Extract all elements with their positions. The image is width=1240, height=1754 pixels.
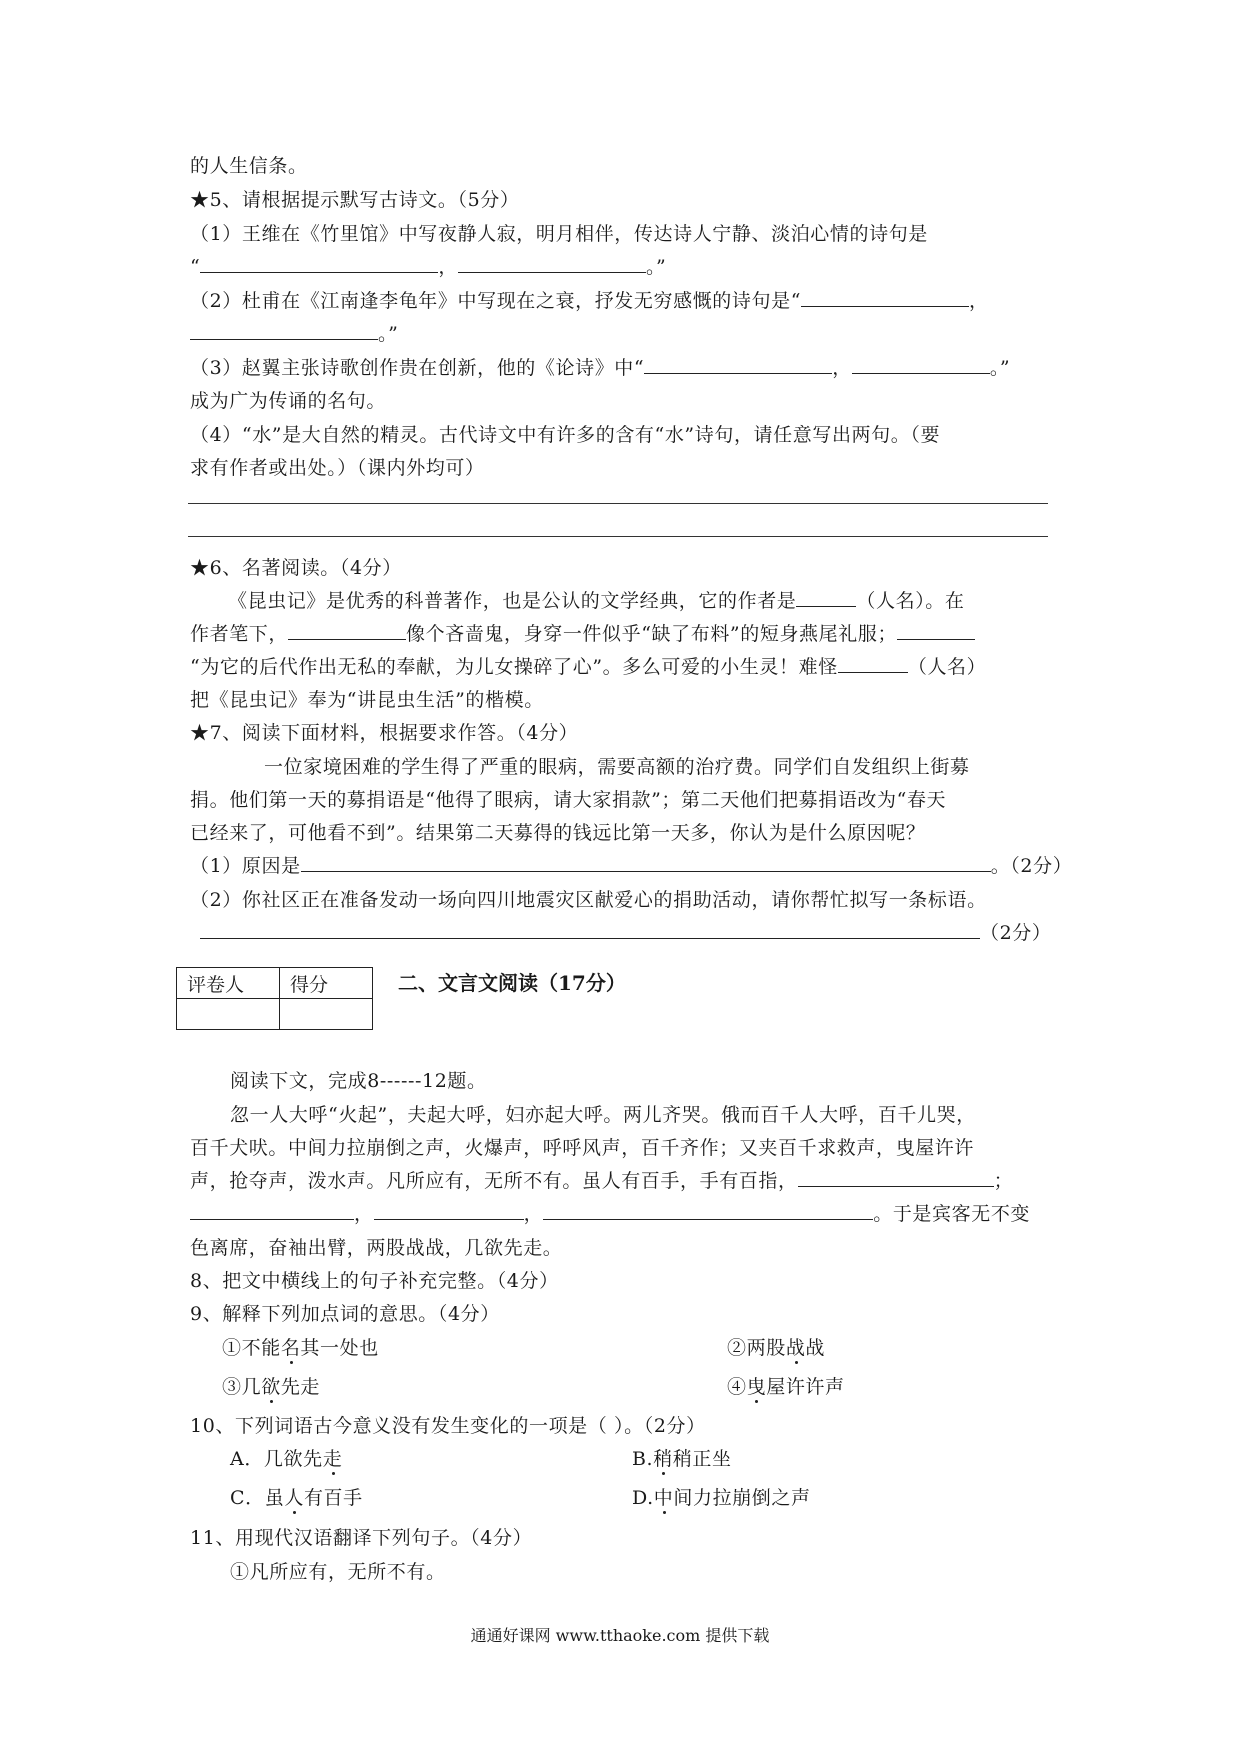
answer-blank[interactable] [801, 286, 969, 307]
option-text: 屋许许声 [766, 1376, 845, 1398]
answer-blank[interactable] [838, 652, 908, 673]
answer-blank[interactable] [543, 1199, 873, 1220]
question-5-heading: ★5、请根据提示默写古诗文。（5分） [190, 189, 520, 211]
question-6-line-4: 把《昆虫记》奉为“讲昆虫生活”的楷模。 [190, 689, 544, 711]
dotted-word: 人 [284, 1487, 304, 1509]
passage-line: 百千犬吠。中间力拉崩倒之声，火爆声，呼呼风声，百千齐作；又夹百千求救声，曳屋许许 [190, 1137, 975, 1159]
question-9-option-2 [727, 1332, 825, 1364]
option-text: 先走 [280, 1376, 321, 1398]
question-5-1-answer-line [190, 251, 666, 283]
question-7-material-line: 一位家境困难的学生得了严重的眼病，需要高额的治疗费。同学们自发组织上街募 [264, 756, 970, 778]
answer-blank[interactable] [897, 619, 975, 640]
question-10-heading: 10、下列词语古今意义没有发生变化的一项是（ ）。（2分） [190, 1415, 706, 1437]
answer-blank[interactable] [200, 918, 980, 939]
prompt-text: （人名） [907, 656, 987, 678]
answer-blank[interactable] [644, 353, 832, 374]
score-note: 。（2分） [990, 855, 1073, 877]
passage-line: 忽一人大呼“火起”，夫起大呼，妇亦起大呼。两儿齐哭。俄而百千人大呼，百千儿哭， [230, 1104, 976, 1126]
score-cell[interactable] [280, 999, 373, 1030]
quote-mark: “ [190, 256, 201, 278]
question-5-2-prompt [190, 285, 989, 317]
punctuation: 。” [378, 323, 399, 345]
option-text: 其一处也 [300, 1337, 379, 1359]
prompt-text: 像个吝啬鬼，身穿一件似乎“缺了布料”的短身燕尾礼服； [406, 623, 898, 645]
question-5-3-prompt [190, 352, 1010, 384]
passage-text: 声，抢夺声，泼水声。凡所应有，无所不有。虽人有百手，手有百指， [190, 1170, 798, 1192]
prompt-text: 作者笔下， [190, 623, 289, 645]
option-text: ①不能 [222, 1337, 281, 1359]
dotted-word: 中 [653, 1487, 674, 1509]
question-7-material-line: 已经来了，可他看不到”。结果第二天募得的钱远比第一天多，你认为是什么原因呢？ [190, 822, 926, 844]
question-5-3-continued: 成为广为传诵的名句。 [190, 390, 387, 412]
question-7-heading: ★7、阅读下面材料，根据要求作答。（4分） [190, 722, 579, 744]
score-table [176, 967, 373, 1030]
passage-line: 色离席，奋袖出臂，两股战战，几欲先走。 [190, 1237, 563, 1259]
punctuation: ， [438, 256, 458, 278]
dotted-word: 欲 [261, 1376, 281, 1398]
option-text: A．几欲先 [230, 1448, 323, 1470]
question-10-option-c[interactable] [230, 1482, 363, 1514]
score-header: 得分 [280, 968, 373, 999]
question-5-2-answer-line [190, 318, 398, 350]
option-text: ④ [727, 1376, 747, 1398]
dotted-word: 走 [322, 1448, 343, 1470]
option-text: D. [632, 1487, 654, 1509]
question-8: 8、把文中横线上的句子补充完整。（4分） [190, 1270, 559, 1292]
question-10-option-b[interactable] [632, 1443, 732, 1475]
question-7-1-prompt [190, 850, 1072, 882]
option-text: ③几 [222, 1376, 262, 1398]
answer-rule[interactable] [188, 536, 1048, 537]
answer-blank[interactable] [200, 252, 438, 273]
punctuation: ， [832, 357, 852, 379]
question-6-line-1 [228, 585, 965, 617]
question-10-option-a[interactable] [230, 1443, 342, 1475]
question-6-line-3 [190, 651, 986, 683]
dotted-word: 名 [280, 1337, 301, 1359]
question-6-line-2 [190, 618, 975, 650]
answer-blank[interactable] [796, 586, 856, 607]
punctuation: ； [993, 1170, 1014, 1192]
answer-blank[interactable] [190, 319, 378, 340]
prompt-text: （人名）。在 [856, 590, 965, 612]
question-6-heading: ★6、名著阅读。（4分） [190, 557, 402, 579]
passage-line [190, 1198, 1030, 1230]
answer-blank[interactable] [288, 619, 406, 640]
answer-blank[interactable] [190, 1199, 354, 1220]
text-line: 的人生信条。 [190, 155, 308, 177]
option-text: 有百手 [303, 1487, 363, 1509]
punctuation: 。” [989, 357, 1011, 379]
option-text: C．虽 [230, 1487, 285, 1509]
option-text: 稍正坐 [672, 1448, 732, 1470]
passage-line [190, 1165, 1013, 1197]
question-5-1-prompt: （1）王维在《竹里馆》中写夜静人寂，明月相伴，传达诗人宁静、淡泊心情的诗句是 [190, 223, 928, 245]
question-5-4-prompt: （4）“水”是大自然的精灵。古代诗文中有许多的含有“水”诗句，请任意写出两句。（要 [190, 424, 941, 446]
answer-blank[interactable] [852, 353, 990, 374]
question-5-4-continued: 求有作者或出处。）（课内外均可） [190, 457, 485, 479]
option-text: ②两股 [727, 1337, 786, 1359]
prompt-text: （1）原因是 [190, 855, 301, 877]
reviewer-cell[interactable] [177, 999, 280, 1030]
question-7-2-answer-line [200, 917, 1052, 949]
question-9-option-1 [222, 1332, 379, 1364]
punctuation: ， [354, 1203, 374, 1225]
passage-text: 。于是宾客无不变 [873, 1203, 1031, 1225]
prompt-text: 《昆虫记》是优秀的科普著作，也是公认的文学经典，它的作者是 [228, 590, 797, 612]
question-9-option-3 [222, 1371, 320, 1403]
dotted-word: 战 [785, 1337, 806, 1359]
answer-blank[interactable] [374, 1199, 524, 1220]
answer-blank[interactable] [458, 252, 646, 273]
question-7-material-line: 捐。他们第一天的募捐语是“他得了眼病，请大家捐款”；第二天他们把募捐语改为“春天 [190, 789, 947, 811]
option-text: 间力拉崩倒之声 [673, 1487, 811, 1509]
prompt-text: （2）杜甫在《江南逢李龟年》中写现在之衰，抒发无穷感慨的诗句是“ [190, 290, 802, 312]
option-text: B. [632, 1448, 654, 1470]
punctuation: ， [523, 1203, 544, 1225]
answer-blank[interactable] [301, 851, 991, 872]
dotted-word: 稍 [653, 1448, 673, 1470]
question-9-heading: 9、解释下列加点词的意思。（4分） [190, 1303, 500, 1325]
prompt-text: （3）赵翼主张诗歌创作贵在创新，他的《论诗》中“ [190, 357, 645, 379]
option-text: 战 [805, 1337, 826, 1359]
punctuation: ， [969, 290, 989, 312]
dotted-word: 曳 [746, 1376, 767, 1398]
punctuation: 。” [645, 256, 667, 278]
section-2-title: 二、文言文阅读（17分） [398, 971, 626, 995]
question-7-2-prompt: （2）你社区正在准备发动一场向四川地震灾区献爱心的捐助活动，请你帮忙拟写一条标语。 [190, 889, 987, 911]
answer-blank[interactable] [798, 1166, 994, 1187]
question-11-sentence-1: ①凡所应有，无所不有。 [230, 1561, 446, 1583]
score-note: （2分） [980, 922, 1052, 944]
reviewer-header: 评卷人 [177, 968, 280, 999]
question-9-option-4 [727, 1371, 845, 1403]
question-10-option-d[interactable] [632, 1482, 811, 1514]
prompt-text: “为它的后代作出无私的奉献，为儿女操碎了心”。多么可爱的小生灵！难怪 [190, 656, 838, 678]
question-11-heading: 11、用现代汉语翻译下列句子。（4分） [190, 1527, 533, 1549]
passage-intro: 阅读下文，完成8------12题。 [230, 1070, 487, 1092]
page-footer: 通通好课网 www.tthaoke.com 提供下载 [470, 1626, 770, 1645]
answer-rule[interactable] [188, 503, 1048, 504]
